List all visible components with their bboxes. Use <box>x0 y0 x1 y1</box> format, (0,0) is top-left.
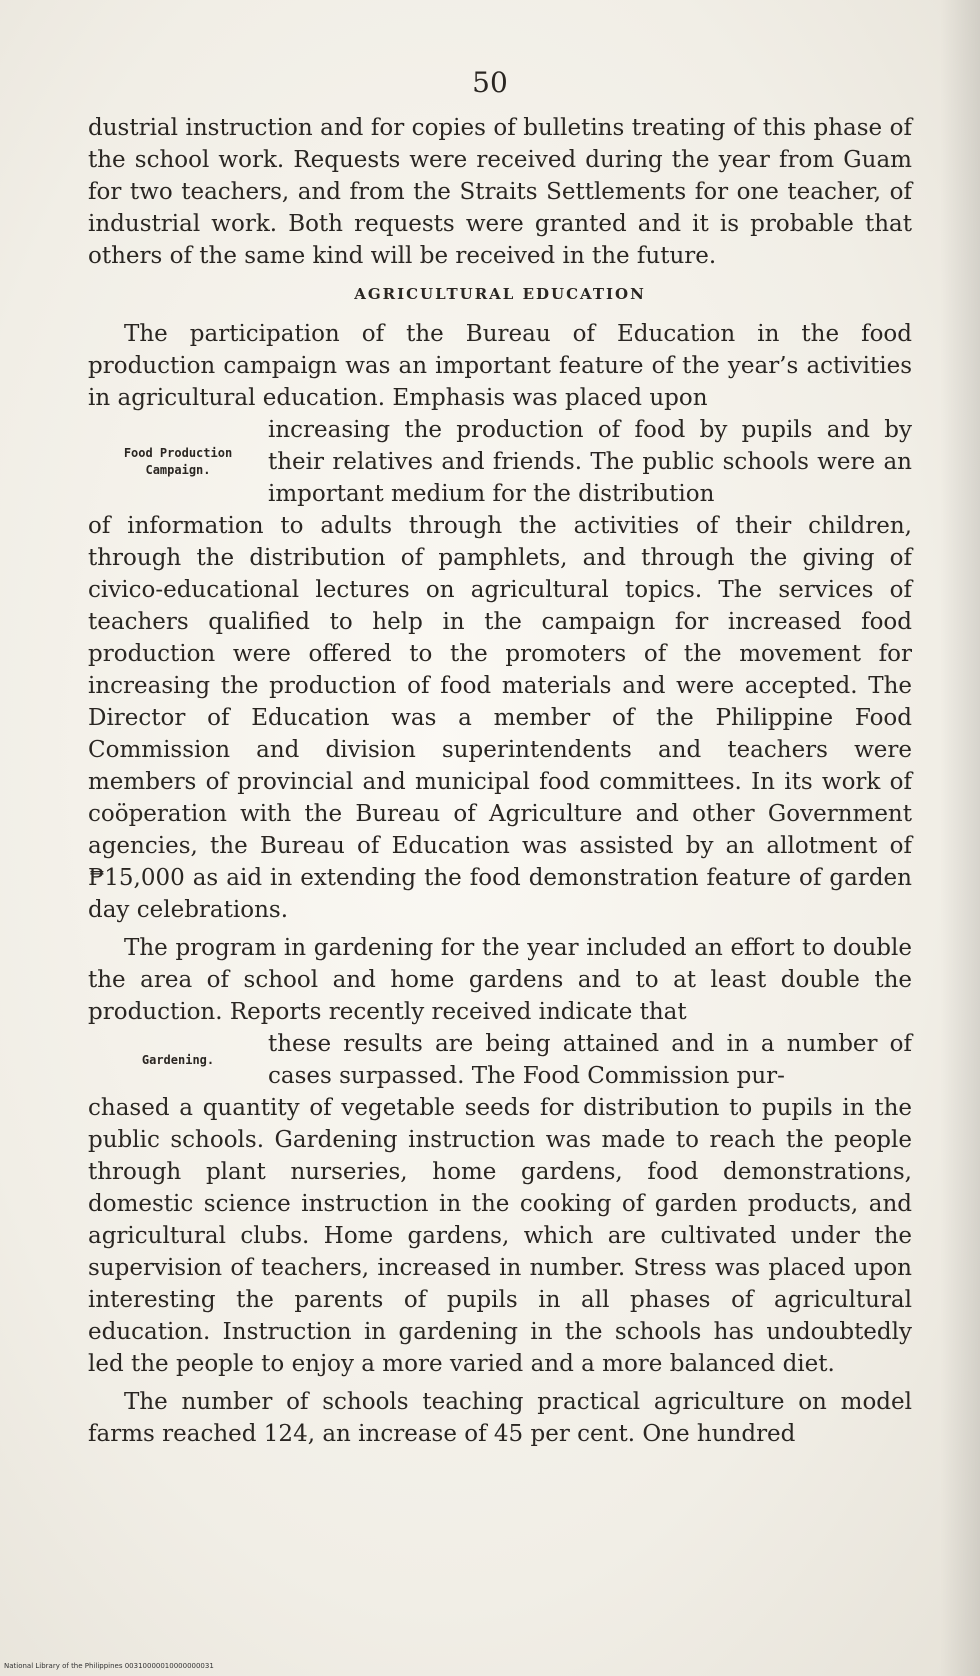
gardening-side-block <box>88 1028 912 1092</box>
paragraph-gardening-rest: chased a quantity of vegetable seeds for distribution to pupils in the public schools. Gardening instruction was made to reach the people through plant nurseries, home gardens, food demonstrations, domestic science instruction in the cooking of garden products, and agricultural clubs. Home gardens, which are cultivated under the supervision of teachers, increased in number. Stress was placed upon interesting the parents of pupils in all phases of agricultural education. Instruction in gardening in the schools has undoubtedly led the people to enjoy a more varied and a more balanced diet. <box>88 1095 912 1377</box>
paragraph-industrial-continuation: dustrial instruction and for copies of bulletins treating of this phase of the school work. Requests were received during the year from Guam for two teachers, and from the Straits Settlements for one teacher, of industrial work. Both requests were granted and it is probable that others of the same kind will be received in the future. <box>88 115 912 269</box>
food-production-side-block <box>88 414 912 510</box>
paragraph-gardening-side: these results are being attained and in a number of cases surpassed. The Food Commission pur- <box>268 1031 912 1089</box>
page-body <box>88 112 912 1450</box>
paragraph-gardening-start: The program in gardening for the year included an effort to double the area of school and home gardens and to at least double the production. Reports recently received indicate that <box>88 935 912 1025</box>
paragraph-food-campaign-rest: of information to adults through the activities of their children, through the distribution of pamphlets, and through the giving of civico-educational lectures on agricultural topics. The services of teachers qualified to help in the campaign for increased food production were offered to the promoters of the movement for increasing the production of food materials and were accepted. The Director of Education was a member of the Philippine Food Commission and division superintendents and teachers were members of provincial and municipal food committees. In its work of coöperation with the Bureau of Agriculture and other Government agencies, the Bureau of Education was assisted by an allotment of ₱15,000 as aid in extending the food demonstration feature of garden day celebrations. <box>88 513 912 923</box>
paragraph-model-farms: The number of schools teaching practical agriculture on model farms reached 124, an increase of 45 per cent. One hundred <box>88 1389 912 1447</box>
section-heading: AGRICULTURAL EDUCATION <box>354 285 646 303</box>
page-edge-shadow <box>940 0 980 1676</box>
paragraph-food-campaign-start: The participation of the Bureau of Education in the food production campaign was an important feature of the year’s activities in agricultural education. Emphasis was placed upon <box>88 321 912 411</box>
side-note-food-production: Food Production Campaign. <box>123 446 233 477</box>
page-number: 50 <box>472 66 508 99</box>
paragraph-food-campaign-side: increasing the production of food by pupils and by their relatives and friends. The public schools were an important medium for the distribution <box>268 417 912 507</box>
scan-footer: National Library of the Philippines 00310000010000000031 <box>4 1662 214 1670</box>
side-note-gardening: Gardening. <box>141 1052 215 1067</box>
